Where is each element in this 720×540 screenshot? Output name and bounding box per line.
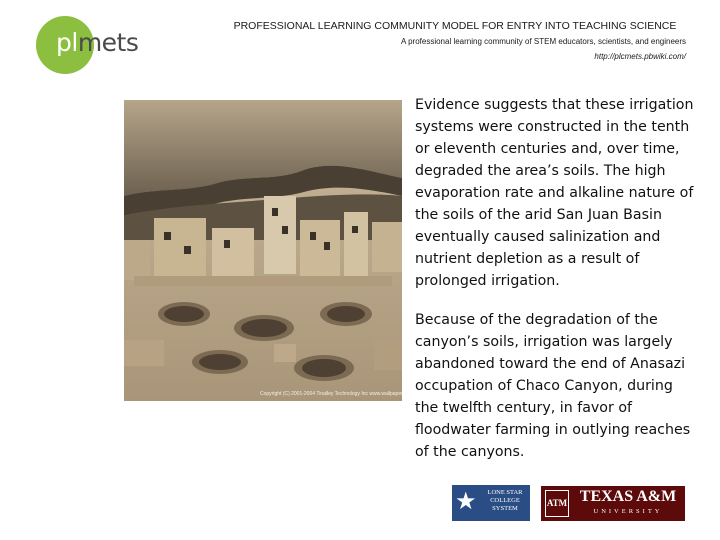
lone-star-college-logo [452,485,530,521]
texas-am-university: UNIVERSITY [593,508,663,515]
atm-emblem-text: ATM [546,498,568,508]
plcmets-logo [56,28,138,58]
header-title: PROFESSIONAL LEARNING COMMUNITY MODEL FOR ENTRY INTO TEACHING SCIENCE [233,20,677,32]
paragraph-irrigation-evidence: Evidence suggests that these irrigation systems were constructed in the tenth or eleventh centuries and, over time, degraded the area’s soils. The high evaporation rate and alkaline nature of the soils of the arid San Juan Basin eventually caused salinization and nutrient depletion as a result of prolonged irrigation. [415,97,694,289]
header-url: http://plcmets.pbwiki.com/ [594,52,686,61]
paragraph-irrigation-abandonment: Because of the degradation of the canyon’s soils, irrigation was largely abandoned toward the end of Anasazi occupation of Chaco Canyon, during the twelfth century, in favor of floodwater farming in outlying reaches of the canyons. [415,312,691,460]
logo-text-mets: mets [77,28,139,57]
texas-am-name: TEXAS A&M [579,488,677,505]
header-subtitle: A professional learning community of STEM educators, scientists, and engineers [400,37,686,46]
star-icon: ★ [455,488,477,515]
cliff-dwelling-photo [124,100,426,401]
cliff-dwelling-illustration [124,100,402,401]
texas-am-logo [541,486,685,521]
logo-text-pl: pl [56,28,78,57]
atm-emblem-icon [545,490,569,517]
photo-copyright: Copyright (C) 2001-2004 Tinalley Technology Inc www.wallpaperworld.com [260,391,426,397]
lone-star-college-text: LONE STAR COLLEGE SYSTEM [487,489,523,512]
